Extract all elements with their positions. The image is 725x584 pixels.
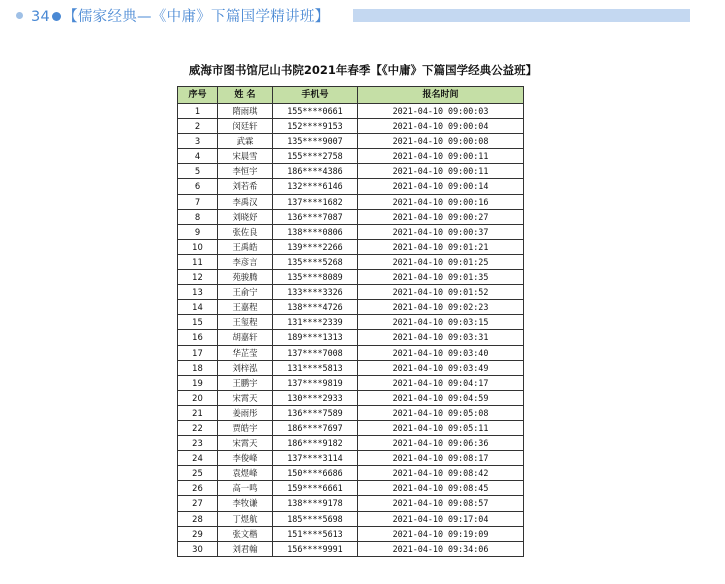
table-row xyxy=(178,420,524,435)
cell-phone: 159****6661 xyxy=(273,481,358,496)
cell-time: 2021-04-10 09:00:27 xyxy=(358,209,524,224)
cell-phone: 138****0806 xyxy=(273,224,358,239)
table-row xyxy=(178,526,524,541)
cell-phone: 135****5268 xyxy=(273,254,358,269)
table-row xyxy=(178,345,524,360)
cell-time: 2021-04-10 09:06:36 xyxy=(358,436,524,451)
cell-time: 2021-04-10 09:05:11 xyxy=(358,420,524,435)
cell-phone: 136****7589 xyxy=(273,405,358,420)
cell-name: 张文楷 xyxy=(218,526,273,541)
table-row xyxy=(178,209,524,224)
cell-name: 丁煜航 xyxy=(218,511,273,526)
table-row xyxy=(178,405,524,420)
document-title: 威海市图书馆尼山书院2021年春季【《中庸》下篇国学经典公益班】 xyxy=(188,63,538,77)
cell-name: 李牧谦 xyxy=(218,496,273,511)
table-row xyxy=(178,315,524,330)
cell-number: 8 xyxy=(178,209,218,224)
cell-number: 5 xyxy=(178,164,218,179)
cell-name: 王嘉程 xyxy=(218,300,273,315)
cell-phone: 137****9819 xyxy=(273,375,358,390)
table-row xyxy=(178,179,524,194)
cell-name: 刘梓泓 xyxy=(218,360,273,375)
column-header-name: 姓 名 xyxy=(218,87,273,104)
table-row xyxy=(178,149,524,164)
bullet-dot-icon xyxy=(16,12,23,19)
cell-phone: 136****7087 xyxy=(273,209,358,224)
cell-number: 3 xyxy=(178,134,218,149)
table-header-row xyxy=(178,87,524,104)
cell-time: 2021-04-10 09:04:59 xyxy=(358,390,524,405)
column-header-number: 序号 xyxy=(178,87,218,104)
table-row xyxy=(178,541,524,556)
section-number: 34 xyxy=(31,8,51,25)
table-row xyxy=(178,104,524,119)
table-row xyxy=(178,496,524,511)
section-header xyxy=(14,4,704,26)
cell-number: 29 xyxy=(178,526,218,541)
cell-phone: 135****9007 xyxy=(273,134,358,149)
cell-name: 宋霄天 xyxy=(218,436,273,451)
cell-phone: 151****5613 xyxy=(273,526,358,541)
cell-number: 11 xyxy=(178,254,218,269)
cell-phone: 155****0661 xyxy=(273,104,358,119)
cell-time: 2021-04-10 09:03:31 xyxy=(358,330,524,345)
cell-phone: 135****8089 xyxy=(273,270,358,285)
cell-name: 宋晨雪 xyxy=(218,149,273,164)
cell-name: 刘君翰 xyxy=(218,541,273,556)
table-row xyxy=(178,481,524,496)
cell-phone: 138****9178 xyxy=(273,496,358,511)
cell-phone: 137****1682 xyxy=(273,194,358,209)
cell-name: 闵廷轩 xyxy=(218,119,273,134)
table-row xyxy=(178,285,524,300)
cell-phone: 137****7008 xyxy=(273,345,358,360)
cell-time: 2021-04-10 09:08:42 xyxy=(358,466,524,481)
cell-time: 2021-04-10 09:05:08 xyxy=(358,405,524,420)
cell-name: 王禹皓 xyxy=(218,239,273,254)
table-row xyxy=(178,194,524,209)
cell-name: 宋霄天 xyxy=(218,390,273,405)
cell-number: 25 xyxy=(178,466,218,481)
circle-dot-icon xyxy=(52,12,61,21)
cell-number: 6 xyxy=(178,179,218,194)
cell-time: 2021-04-10 09:03:40 xyxy=(358,345,524,360)
cell-number: 4 xyxy=(178,149,218,164)
cell-phone: 139****2266 xyxy=(273,239,358,254)
cell-name: 王玺程 xyxy=(218,315,273,330)
cell-name: 胡嘉轩 xyxy=(218,330,273,345)
table-row xyxy=(178,164,524,179)
table-row xyxy=(178,436,524,451)
cell-name: 王俞宁 xyxy=(218,285,273,300)
table-row xyxy=(178,466,524,481)
cell-time: 2021-04-10 09:19:09 xyxy=(358,526,524,541)
table-row xyxy=(178,134,524,149)
cell-number: 12 xyxy=(178,270,218,285)
cell-phone: 131****5813 xyxy=(273,360,358,375)
cell-phone: 186****7697 xyxy=(273,420,358,435)
cell-time: 2021-04-10 09:00:11 xyxy=(358,164,524,179)
cell-phone: 186****4386 xyxy=(273,164,358,179)
cell-number: 2 xyxy=(178,119,218,134)
cell-time: 2021-04-10 09:08:57 xyxy=(358,496,524,511)
cell-name: 刘若希 xyxy=(218,179,273,194)
table-row xyxy=(178,511,524,526)
cell-number: 1 xyxy=(178,104,218,119)
cell-phone: 132****6146 xyxy=(273,179,358,194)
cell-name: 姜雨彤 xyxy=(218,405,273,420)
table-row xyxy=(178,224,524,239)
cell-number: 26 xyxy=(178,481,218,496)
cell-name: 李恒宇 xyxy=(218,164,273,179)
cell-number: 13 xyxy=(178,285,218,300)
cell-phone: 186****9182 xyxy=(273,436,358,451)
cell-number: 19 xyxy=(178,375,218,390)
cell-number: 27 xyxy=(178,496,218,511)
cell-phone: 189****1313 xyxy=(273,330,358,345)
cell-number: 14 xyxy=(178,300,218,315)
cell-time: 2021-04-10 09:00:08 xyxy=(358,134,524,149)
table-row xyxy=(178,330,524,345)
cell-phone: 138****4726 xyxy=(273,300,358,315)
table-row xyxy=(178,375,524,390)
cell-phone: 133****3326 xyxy=(273,285,358,300)
cell-time: 2021-04-10 09:00:04 xyxy=(358,119,524,134)
cell-number: 23 xyxy=(178,436,218,451)
cell-name: 隋雨琪 xyxy=(218,104,273,119)
cell-time: 2021-04-10 09:34:06 xyxy=(358,541,524,556)
cell-time: 2021-04-10 09:01:25 xyxy=(358,254,524,269)
cell-name: 华芷莹 xyxy=(218,345,273,360)
cell-name: 苑骏腾 xyxy=(218,270,273,285)
table-row xyxy=(178,360,524,375)
cell-time: 2021-04-10 09:02:23 xyxy=(358,300,524,315)
cell-time: 2021-04-10 09:00:03 xyxy=(358,104,524,119)
cell-time: 2021-04-10 09:01:52 xyxy=(358,285,524,300)
cell-time: 2021-04-10 09:01:35 xyxy=(358,270,524,285)
table-row xyxy=(178,270,524,285)
section-title: 【儒家经典—《中庸》下篇国学精讲班】 xyxy=(63,8,330,25)
cell-time: 2021-04-10 09:00:37 xyxy=(358,224,524,239)
header-decor-bar xyxy=(353,9,690,22)
cell-number: 10 xyxy=(178,239,218,254)
column-header-time: 报名时间 xyxy=(358,87,524,104)
cell-phone: 156****9991 xyxy=(273,541,358,556)
cell-name: 高一鸣 xyxy=(218,481,273,496)
cell-name: 袁煜峰 xyxy=(218,466,273,481)
cell-number: 15 xyxy=(178,315,218,330)
column-header-phone: 手机号 xyxy=(273,87,358,104)
cell-number: 18 xyxy=(178,360,218,375)
cell-time: 2021-04-10 09:03:49 xyxy=(358,360,524,375)
cell-time: 2021-04-10 09:08:45 xyxy=(358,481,524,496)
cell-name: 武霖 xyxy=(218,134,273,149)
cell-number: 21 xyxy=(178,405,218,420)
cell-time: 2021-04-10 09:01:21 xyxy=(358,239,524,254)
registration-table xyxy=(177,86,524,557)
cell-phone: 131****2339 xyxy=(273,315,358,330)
cell-name: 贾皓宇 xyxy=(218,420,273,435)
cell-name: 刘晓妤 xyxy=(218,209,273,224)
cell-name: 李俊峰 xyxy=(218,451,273,466)
table-row xyxy=(178,239,524,254)
table-body xyxy=(178,104,524,557)
cell-name: 王鹏宇 xyxy=(218,375,273,390)
cell-time: 2021-04-10 09:00:14 xyxy=(358,179,524,194)
cell-phone: 130****2933 xyxy=(273,390,358,405)
cell-phone: 150****6686 xyxy=(273,466,358,481)
cell-name: 李禹汉 xyxy=(218,194,273,209)
cell-name: 李彦言 xyxy=(218,254,273,269)
cell-phone: 152****9153 xyxy=(273,119,358,134)
cell-phone: 137****3114 xyxy=(273,451,358,466)
cell-time: 2021-04-10 09:03:15 xyxy=(358,315,524,330)
cell-number: 16 xyxy=(178,330,218,345)
table-row xyxy=(178,119,524,134)
cell-phone: 185****5698 xyxy=(273,511,358,526)
cell-number: 7 xyxy=(178,194,218,209)
cell-time: 2021-04-10 09:00:16 xyxy=(358,194,524,209)
cell-phone: 155****2758 xyxy=(273,149,358,164)
cell-number: 24 xyxy=(178,451,218,466)
cell-time: 2021-04-10 09:04:17 xyxy=(358,375,524,390)
cell-time: 2021-04-10 09:08:17 xyxy=(358,451,524,466)
cell-time: 2021-04-10 09:00:11 xyxy=(358,149,524,164)
cell-number: 28 xyxy=(178,511,218,526)
cell-time: 2021-04-10 09:17:04 xyxy=(358,511,524,526)
cell-number: 20 xyxy=(178,390,218,405)
cell-number: 9 xyxy=(178,224,218,239)
cell-number: 22 xyxy=(178,420,218,435)
table-row xyxy=(178,300,524,315)
section-heading xyxy=(31,5,329,26)
table-row xyxy=(178,451,524,466)
cell-number: 17 xyxy=(178,345,218,360)
cell-name: 张佐良 xyxy=(218,224,273,239)
table-row xyxy=(178,254,524,269)
table-row xyxy=(178,390,524,405)
cell-number: 30 xyxy=(178,541,218,556)
